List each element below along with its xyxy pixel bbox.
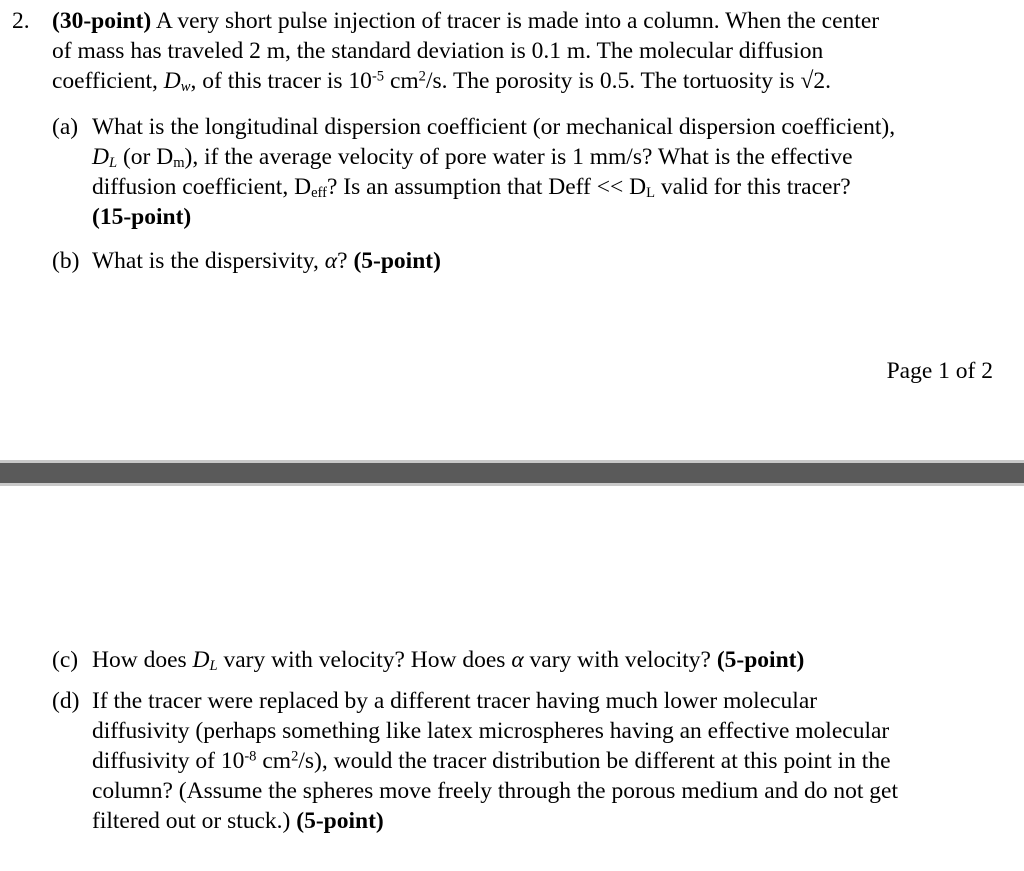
part-d-label: (d) bbox=[52, 688, 80, 714]
unit-cm-2: cm bbox=[256, 748, 292, 774]
intro-text-1: A very short pulse injection of tracer is made into a column. When the center bbox=[151, 8, 880, 34]
dl-subscript: L bbox=[108, 154, 118, 171]
part-a-text-3a: diffusion coefficient, D bbox=[92, 174, 312, 200]
part-a-label: (a) bbox=[52, 114, 79, 140]
dw-subscript: w bbox=[180, 78, 191, 95]
unit-exponent-2: 2 bbox=[291, 748, 299, 765]
dm-subscript: m bbox=[173, 154, 185, 171]
intro-text-3a: coefficient, bbox=[52, 68, 164, 94]
part-c-text-1: How does bbox=[92, 647, 193, 673]
deff-subscript: eff bbox=[311, 184, 327, 201]
part-c-text bbox=[92, 645, 1012, 675]
part-a-line-2 bbox=[92, 142, 1012, 172]
dl-symbol: D bbox=[92, 144, 109, 170]
exponent-1: -5 bbox=[371, 68, 385, 85]
part-d-line-1: If the tracer were replaced by a different tracer having much lower molecular bbox=[92, 688, 818, 714]
part-d-text-3a: diffusivity of 10 bbox=[92, 748, 245, 774]
part-d-text bbox=[92, 686, 1012, 836]
part-c-text-3: vary with velocity? bbox=[523, 647, 717, 673]
intro-line-3 bbox=[52, 66, 1012, 96]
part-a-text-3b: ? Is an assumption that Deff << D bbox=[326, 174, 647, 200]
page-number: Page 1 of 2 bbox=[886, 358, 993, 384]
part-a-line-3 bbox=[92, 172, 1012, 202]
dl-subscript-2: L bbox=[646, 184, 655, 201]
part-d-points: (5-point) bbox=[296, 808, 384, 834]
exponent-2: -8 bbox=[244, 748, 257, 765]
unit-exponent: 2 bbox=[418, 68, 426, 85]
intro-text-3b: , of this tracer is 10 bbox=[190, 68, 372, 94]
part-a-text-2b: ), if the average velocity of pore water is 1 mm/s? What is the effective bbox=[184, 144, 853, 170]
part-d-line-4: column? (Assume the spheres move freely through the porous medium and do not get bbox=[92, 778, 898, 804]
part-a-text bbox=[92, 112, 1012, 232]
part-a-text-2a: (or D bbox=[117, 144, 174, 170]
dl-subscript-c: L bbox=[209, 657, 218, 674]
part-c-text-2: vary with velocity? How does bbox=[217, 647, 512, 673]
intro-line-1 bbox=[52, 6, 1012, 36]
part-a-line-1: What is the longitudinal dispersion coefficient (or mechanical dispersion coefficient), bbox=[92, 114, 896, 140]
question-number: 2. bbox=[12, 8, 30, 34]
part-b-points: (5-point) bbox=[353, 248, 441, 274]
intro-line-2: of mass has traveled 2 m, the standard deviation is 0.1 m. The molecular diffusion bbox=[52, 38, 824, 64]
part-d-line-3 bbox=[92, 746, 1012, 776]
alpha-symbol: α bbox=[324, 248, 338, 274]
part-d-text-5: filtered out or stuck.) bbox=[92, 808, 297, 834]
question-points: (30-point) bbox=[52, 8, 152, 34]
intro-text-3c: /s. The porosity is 0.5. The tortuosity is √2. bbox=[425, 68, 831, 94]
dl-symbol-c: D bbox=[192, 647, 210, 673]
part-a-text-3c: valid for this tracer? bbox=[654, 174, 851, 200]
part-c-points: (5-point) bbox=[716, 647, 805, 673]
dw-symbol: D bbox=[163, 68, 181, 94]
part-b-line bbox=[92, 246, 1012, 276]
part-b-text bbox=[92, 246, 1012, 276]
part-a-line-4 bbox=[92, 202, 1012, 232]
alpha-symbol-c: α bbox=[511, 647, 524, 673]
page-2 bbox=[0, 486, 1024, 871]
part-c-label: (c) bbox=[52, 647, 79, 673]
part-d-line-5 bbox=[92, 806, 1012, 836]
unit-cm: cm bbox=[384, 68, 419, 94]
question-intro bbox=[52, 6, 1012, 96]
page-divider bbox=[0, 460, 1024, 486]
part-c-line bbox=[92, 645, 1012, 675]
page-divider-bar bbox=[0, 463, 1024, 483]
part-b-question: What is the dispersivity, bbox=[92, 248, 325, 274]
part-a-points: (15-point) bbox=[92, 204, 192, 230]
part-d-text-3c: /s), would the tracer distribution be different at this point in the bbox=[298, 748, 891, 774]
part-d-line-2: diffusivity (perhaps something like latex microspheres having an effective molecular bbox=[92, 718, 890, 744]
part-b-after: ? bbox=[337, 248, 354, 274]
part-b-label: (b) bbox=[52, 248, 80, 274]
